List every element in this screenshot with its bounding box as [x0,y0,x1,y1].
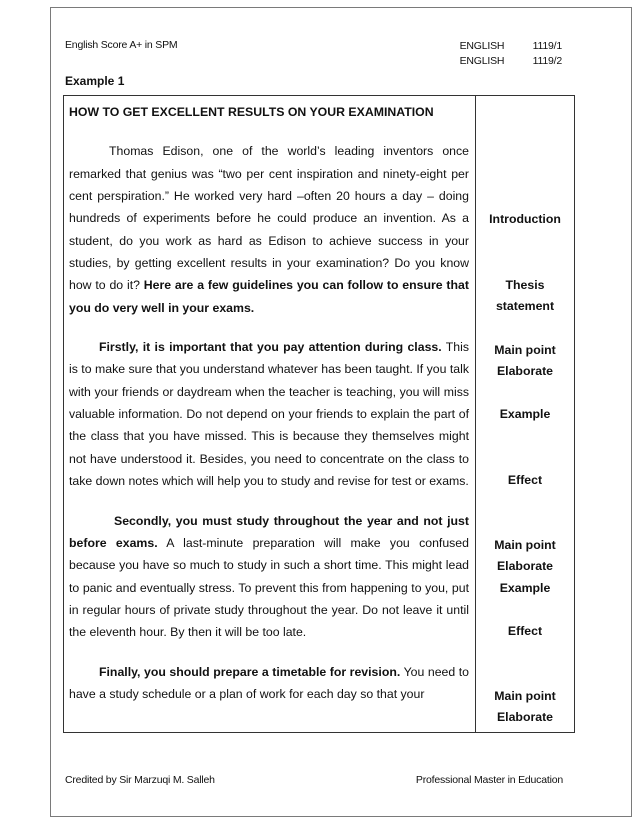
introduction-paragraph [69,140,469,319]
label-example: Example [499,407,551,421]
header-code: 1119/1 [532,40,562,52]
header-right [460,39,562,68]
label-thesis: Thesis [505,278,545,292]
main-point-text: Firstly, it is important that you pay attention during class. [99,340,442,355]
label-main-point: Main point [494,538,556,552]
label-thesis-statement: statement [495,299,555,313]
body-text: You need to have a study schedule or a plan of work for each day so that your [69,664,470,701]
label-introduction: Introduction [489,212,561,226]
header-left: English Score A+ in SPM [65,39,178,51]
header-subject: ENGLISH [459,40,505,52]
label-example: Example [499,581,551,595]
essay-title: HOW TO GET EXCELLENT RESULTS ON YOUR EXAMINATION [69,105,434,119]
body-paragraph-1 [69,336,469,492]
label-elaborate: Elaborate [496,559,554,573]
label-main-point: Main point [494,343,556,357]
essay-text-column [69,101,469,722]
body-text: This is to make sure that you understand whatever has been taught. If you talk with your friends or daydream when the teacher is teaching, you will miss valuable information. Do not depend on your friends to explain the part of the class that you have missed. This is because they themselves might not have understood it. Besides, you need to concentrate on the class to take down notes which will help you to study and revise for test or exams. [69,340,469,489]
example-title: Example 1 [65,74,125,88]
label-effect: Effect [507,473,543,487]
header-row-paper-2 [460,54,562,69]
footer-title: Professional Master in Education [415,774,563,786]
header-code: 1119/2 [532,54,562,67]
label-effect: Effect [507,624,543,638]
main-point-text: Secondly, you must study throughout the year and not just before exams. [69,513,469,550]
label-elaborate: Elaborate [496,364,554,378]
body-text: A last-minute preparation will make you confused because you have so much to study in such a short time. This might lead to panic and eventually stress. To prevent this from happening to you, put in regular hours of private study throughout the year. Do not leave it until the eleventh hour. By then it will be too late. [69,535,469,640]
header-subject: ENGLISH [459,54,505,67]
thesis-statement-text: Here are a few guidelines you can follow to ensure that you do very well in your exams. [69,278,469,315]
label-main-point: Main point [494,689,556,703]
body-paragraph-2 [69,510,469,644]
essay-table [63,95,575,733]
footer-credit: Credited by Sir Marzuqi M. Salleh [65,774,215,786]
main-point-text: Finally, you should prepare a timetable for revision. [99,664,401,679]
label-elaborate: Elaborate [496,710,554,724]
intro-text: Thomas Edison, one of the world’s leading inventors once remarked that genius was “two per cent inspiration and ninety-eight per cent perspiration.” He worked very hard –often 20 hours a day – doing hundreds of experiments before he could produce an invention. As a student, do you work as hard as Edison to achieve success in your studies, by getting excellent results in your examination? Do you know how to do it? [69,144,469,293]
body-paragraph-3 [69,661,469,706]
header-row-paper-1 [460,39,562,54]
